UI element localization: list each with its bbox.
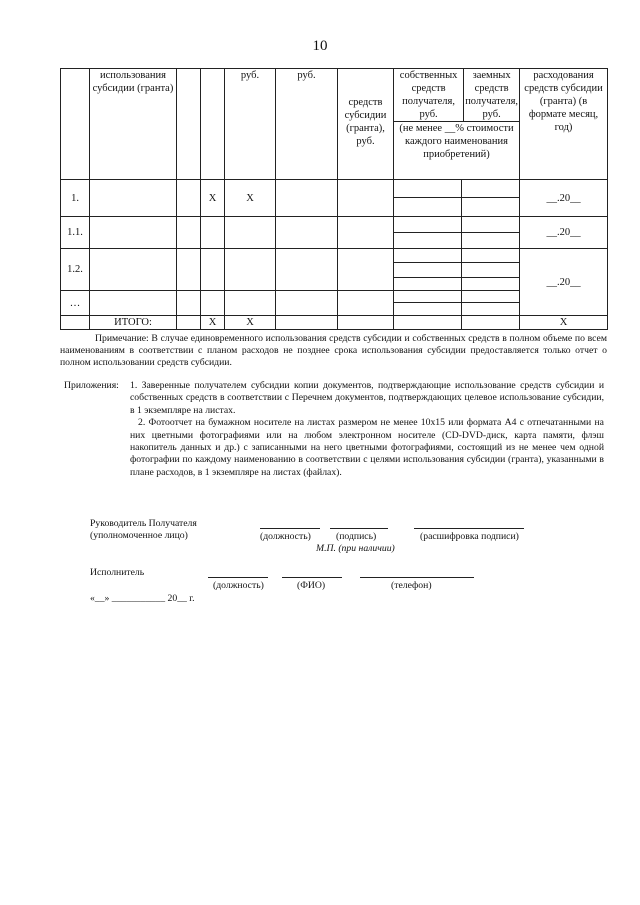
table-row — [61, 217, 608, 249]
expense-report-table — [60, 68, 608, 330]
appendix-item-1: 1. Заверенные получателем субсидии копии документов, подтверждающие использование средств субсидии и собственных средств в соответствии с Перечнем документов, подтверждающих целевое использование субсидии, в 1 экземпляре на листах. — [130, 380, 604, 416]
signature-line — [330, 528, 388, 529]
table-row — [61, 180, 608, 217]
date-cell: __.20__ — [520, 217, 608, 249]
executor-position-caption: (должность) — [213, 580, 264, 591]
header-col-subsidy: средств субсидии (гранта), руб. — [338, 69, 394, 180]
executor-fio-line — [282, 577, 342, 578]
header-borrowed-funds: заемных средств получателя, руб. — [465, 70, 519, 120]
executor-phone-line — [360, 577, 474, 578]
header-col-rub1: руб. — [225, 69, 276, 180]
executor-fio-caption: (ФИО) — [297, 580, 326, 591]
stamp-note: М.П. (при наличии) — [316, 543, 395, 554]
appendix-section — [64, 380, 604, 479]
row-number: 1.2. — [61, 249, 90, 291]
total-x: X — [201, 316, 225, 330]
date-cell: __.20__ — [520, 249, 608, 316]
table-row — [61, 249, 608, 291]
page-number: 10 — [312, 38, 328, 54]
row-number: 1.1. — [61, 217, 90, 249]
total-x: X — [520, 316, 608, 330]
head-title: Руководитель Получателя — [90, 518, 197, 529]
date-line: «__» ___________ 20__ г. — [90, 593, 195, 604]
table-header-row — [61, 69, 608, 180]
header-col-purpose: использования субсидии (гранта) — [90, 69, 177, 180]
header-col-period: расходования средств субсидии (гранта) (в формате месяц, год) — [520, 69, 608, 180]
row-number: … — [61, 291, 90, 316]
date-cell: __.20__ — [520, 180, 608, 217]
executor-position-line — [208, 577, 268, 578]
decode-caption: (расшифровка подписи) — [420, 531, 519, 542]
table-total-row — [61, 316, 608, 330]
total-label: ИТОГО: — [90, 316, 177, 330]
position-line — [260, 528, 320, 529]
appendix-item-2: 2. Фотоотчет на бумажном носителе на листах размером не менее 10х15 или формата А4 с отпечатанными на них цветными фотографиями или на любом электронном носителе (CD-DVD-диск, карта памяти, флэш накопитель данных и др.) с записанными на него цветными фотографиями, состоящий из не менее чем одной фотографии по каждому наименованию в соответствии с целями использования субсидии (гранта), указанными в плане расходов, в 1 экземпляре на листах (файлах). — [130, 417, 604, 478]
signature-caption: (подпись) — [336, 531, 377, 542]
appendix-label: Приложения: — [64, 380, 119, 391]
header-col-own-funds — [394, 69, 520, 180]
header-min-share-note: (не менее __% стоимости каждого наименования приобретений) — [399, 123, 514, 160]
header-own-funds: собственных средств получателя, руб. — [394, 69, 464, 121]
cell-x: X — [225, 180, 276, 217]
total-x: X — [225, 316, 276, 330]
note-paragraph: Примечание: В случае единовременного использования средств субсидии и собственных средств в полном объеме по всем наименованиям в соответствии с планом расходов не позднее срока использования субсидии предоставляется только отчет о полном использовании средств субсидии. — [60, 333, 607, 368]
cell-x: X — [201, 180, 225, 217]
executor-phone-caption: (телефон) — [391, 580, 432, 591]
row-number: 1. — [61, 180, 90, 217]
header-col-rub2: руб. — [276, 69, 338, 180]
executor-label: Исполнитель — [90, 567, 145, 578]
position-caption: (должность) — [260, 531, 311, 542]
decode-line — [414, 528, 524, 529]
head-subtitle: (уполномоченное лицо) — [90, 530, 188, 541]
